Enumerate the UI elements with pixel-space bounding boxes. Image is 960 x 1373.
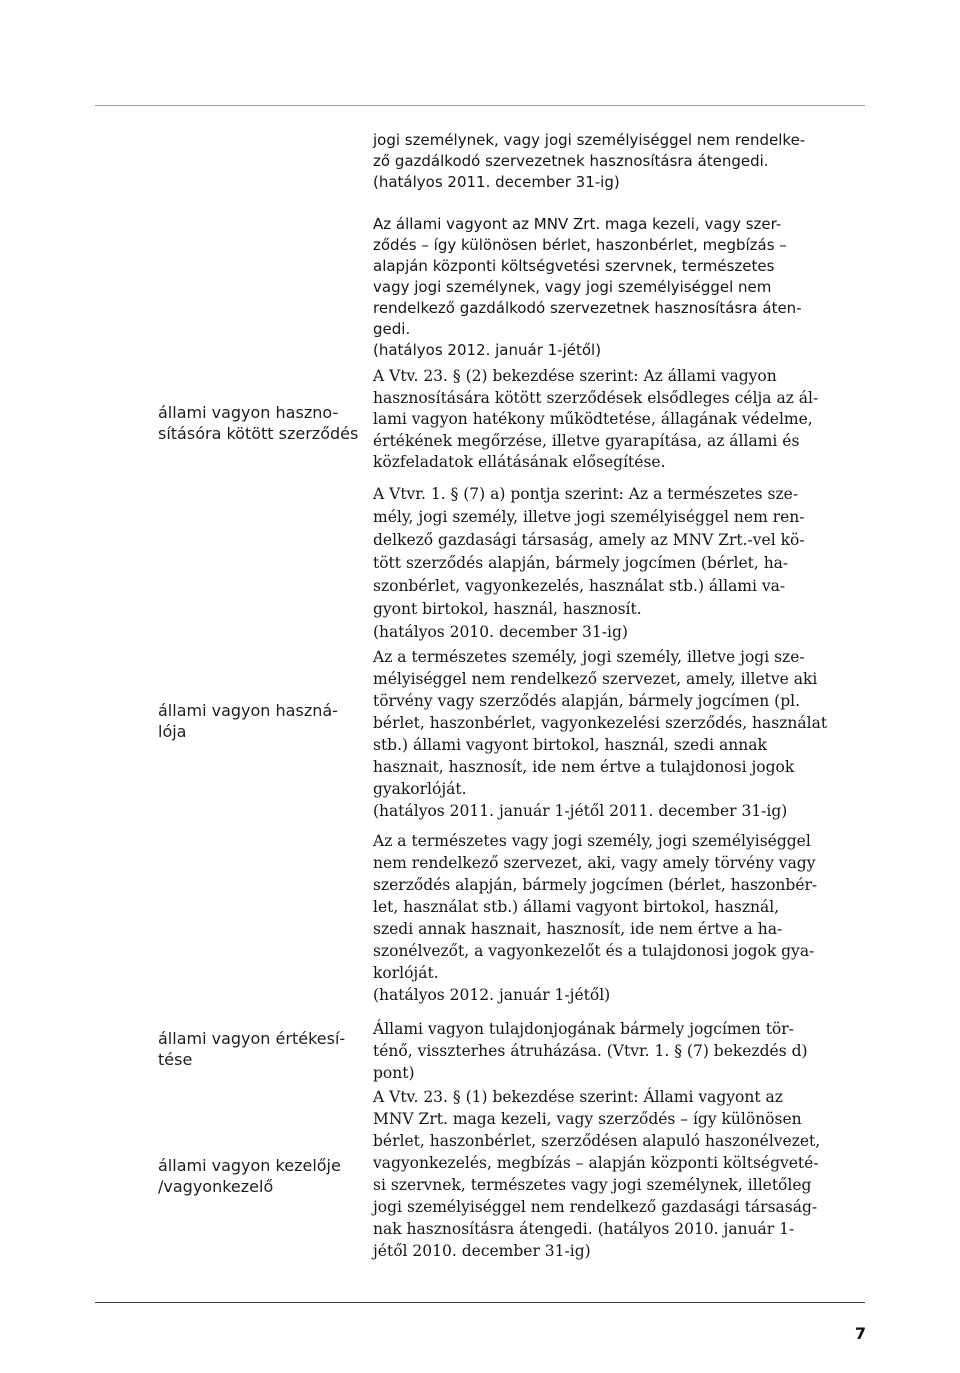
text-line: Az a természetes vagy jogi személy, jogi személyiséggel <box>373 832 811 850</box>
page-number: 7 <box>854 1324 866 1343</box>
text-line: szonélvezőt, a vagyonkezelőt és a tulajdonosi jogok gya- <box>373 942 815 960</box>
text-line: alapján központi költségvetési szervnek, természetes <box>373 257 775 275</box>
definition-paragraph <box>373 1086 873 1262</box>
text-line: törvény vagy szerződés alapján, bármely jogcímen (pl. <box>373 692 801 710</box>
text-line: mélyiséggel nem rendelkező szervezet, amely, illetve aki <box>373 670 818 688</box>
text-line: jétől 2010. december 31-ig) <box>373 1242 591 1260</box>
text-line: bérlet, haszonbérlet, vagyonkezelési szerződés, használat <box>373 714 828 732</box>
text-line: stb.) állami vagyont birtokol, használ, szedi annak <box>373 736 767 754</box>
term-line: lója <box>158 722 187 741</box>
term-line: tése <box>158 1050 193 1069</box>
text-line: ténő, visszterhes átruházása. (Vtvr. 1. § (7) bekezdés d) <box>373 1042 808 1060</box>
text-line: A Vtvr. 1. § (7) a) pontja szerint: Az a természetes sze- <box>373 485 799 503</box>
term-hasznositasra-kotott-szerzodes <box>158 402 363 444</box>
text-line: gedi. <box>373 320 411 338</box>
text-line: bérlet, haszonbérlet, szerződésen alapuló haszonélvezet, <box>373 1132 821 1150</box>
text-line: A Vtv. 23. § (1) bekezdése szerint: Állami vagyont az <box>373 1088 783 1106</box>
text-line: (hatályos 2012. január 1-jétől) <box>373 986 611 1004</box>
definition-paragraph <box>373 830 873 1006</box>
text-line: értékének megőrzése, illetve gyarapítása, az állami és <box>373 431 800 450</box>
text-line: szerződés alapján, bármely jogcímen (bérlet, haszonbér- <box>373 876 818 894</box>
definition-paragraph <box>373 130 873 193</box>
text-line: gyont birtokol, használ, hasznosít. <box>373 600 642 618</box>
text-line: mély, jogi személy, illetve jogi személyiséggel nem ren- <box>373 508 805 526</box>
text-line: MNV Zrt. maga kezeli, vagy szerződés – így különösen <box>373 1110 802 1128</box>
text-line: közfeladatok ellátásának elősegítése. <box>373 453 666 471</box>
text-line: gyakorlóját. <box>373 780 467 798</box>
term-line: sításóra kötött szerződés <box>158 424 359 443</box>
definition-paragraph <box>373 646 873 822</box>
text-line: (hatályos 2010. december 31-ig) <box>373 623 628 641</box>
text-line: A Vtv. 23. § (2) bekezdése szerint: Az állami vagyon <box>373 367 777 385</box>
definition-paragraph <box>373 366 873 474</box>
text-line: (hatályos 2011. január 1-jétől 2011. december 31-ig) <box>373 802 788 820</box>
text-line: Az állami vagyont az MNV Zrt. maga kezeli, vagy szer- <box>373 215 782 233</box>
text-line: korlóját. <box>373 964 439 982</box>
definition-paragraph <box>373 1018 873 1084</box>
text-line: lami vagyon hatékony működtetése, állagának védelme, <box>373 410 813 428</box>
term-vagyon-hasznaloja <box>158 700 363 742</box>
text-line: si szervnek, természetes vagy jogi személynek, illetőleg <box>373 1176 812 1194</box>
text-line: szedi annak hasznait, hasznosít, ide nem értve a ha- <box>373 920 783 938</box>
text-line: delkező gazdasági társaság, amely az MNV Zrt.-vel kö- <box>373 531 805 549</box>
term-vagyon-ertekesitese <box>158 1028 363 1070</box>
text-line: Az a természetes személy, jogi személy, illetve jogi sze- <box>373 648 805 666</box>
definition-paragraph <box>373 214 873 361</box>
top-rule <box>95 105 865 106</box>
text-line: tött szerződés alapján, bármely jogcímen (bérlet, ha- <box>373 554 789 572</box>
text-line: ző gazdálkodó szervezetnek hasznosításra átengedi. <box>373 152 769 170</box>
text-line: (hatályos 2011. december 31-ig) <box>373 173 620 191</box>
text-line: let, használat stb.) állami vagyont birtokol, használ, <box>373 898 780 916</box>
term-line: állami vagyon haszno- <box>158 403 339 422</box>
text-line: rendelkező gazdálkodó szervezetnek hasznosításra áten- <box>373 299 802 317</box>
text-line: hasznait, hasznosít, ide nem értve a tulajdonosi jogok <box>373 758 795 776</box>
text-line: jogi személyiséggel nem rendelkező gazdasági társaság- <box>373 1198 818 1216</box>
text-line: nak hasznosításra átengedi. (hatályos 2010. január 1- <box>373 1220 795 1238</box>
bottom-rule <box>95 1302 865 1303</box>
text-line: nem rendelkező szervezet, aki, vagy amely törvény vagy <box>373 854 816 872</box>
text-line: Állami vagyon tulajdonjogának bármely jogcímen tör- <box>373 1020 794 1038</box>
text-line: hasznosítására kötött szerződések elsődleges célja az ál- <box>373 388 819 407</box>
term-line: /vagyonkezelő <box>158 1177 274 1196</box>
term-line: állami vagyon haszná- <box>158 701 338 720</box>
text-line: vagy jogi személynek, vagy jogi személyiséggel nem <box>373 278 772 296</box>
term-line: állami vagyon értékesí- <box>158 1029 346 1048</box>
text-line: vagyonkezelés, megbízás – alapján központi költségveté- <box>373 1154 819 1172</box>
term-line: állami vagyon kezelője <box>158 1156 341 1175</box>
text-line: jogi személynek, vagy jogi személyiséggel nem rendelke- <box>373 131 806 149</box>
text-line: pont) <box>373 1064 415 1082</box>
term-vagyon-kezeloje <box>158 1155 363 1197</box>
text-line: (hatályos 2012. január 1-jétől) <box>373 341 602 359</box>
text-line: ződés – így különösen bérlet, haszonbérlet, megbízás – <box>373 236 787 254</box>
text-line: szonbérlet, vagyonkezelés, használat stb.) állami va- <box>373 577 786 595</box>
definition-paragraph <box>373 483 873 644</box>
